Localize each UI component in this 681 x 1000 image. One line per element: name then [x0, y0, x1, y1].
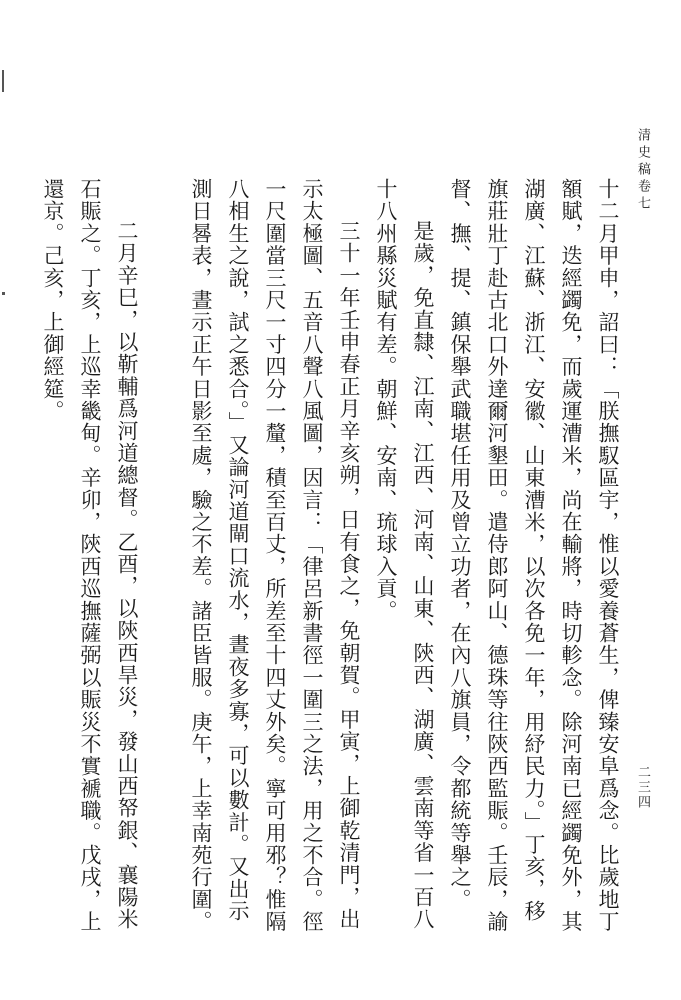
- main-text: [34, 178, 626, 938]
- paragraph-3: 三十一年壬申春正月辛亥朔，日有食之，免朝賀。甲寅，上御乾清門，出示太極圖、五音八聲八風圖，因言：「律呂新書徑一圍三之法，用之不合。徑一尺圍當三尺一寸四分一釐，積至百丈，所差至十四丈外矣。寧可用邪？惟隔八相生之說，試之悉合。」又論河道閘口流水，晝夜多寡，可以數計。又出示測日晷表，晝示正午日影至處，驗之不差。諸臣皆服。庚午，上幸南苑行圍。: [189, 178, 361, 933]
- margin-mark: [2, 70, 4, 92]
- paragraph-1: 十二月甲申，詔曰：「朕撫馭區宇，惟以愛養蒼生，俾臻安阜爲念。比歲地丁額賦，迭經蠲免，而歲運漕米，尚在輸將，時切軫念。除河南已經蠲免外，其湖廣、江蘇、浙江、安徽、山東漕米，以次各免一年，用紓民力。」丁亥，移旗莊壯丁赴古北口外達爾河墾田。遣侍郎阿山、德珠等往陝西監賑。壬辰，諭督、撫、提、鎮保舉武職堪任用及曾立功者，在內八旗員，令都統等舉之。: [448, 178, 620, 933]
- page-number: 二三四: [635, 765, 650, 810]
- running-head: 清史稿卷七: [635, 128, 650, 213]
- paragraph-2: 是歲，免直隸、江南、江西、河南、山東、陝西、湖廣、雲南等省一百八十八州縣災賦有差。朝鮮、安南、琉球入貢。: [374, 178, 435, 931]
- paragraph-4: 二月辛巳，以靳輔爲河道總督。乙酉，以陝西旱災，發山西帑銀、襄陽米石賑之。丁亥，上巡幸畿甸。辛卯，陝西巡撫薩弼以賑災不實褫職。戊戌，上還京。己亥，上御經筵。: [41, 178, 139, 933]
- margin-mark: [2, 292, 5, 295]
